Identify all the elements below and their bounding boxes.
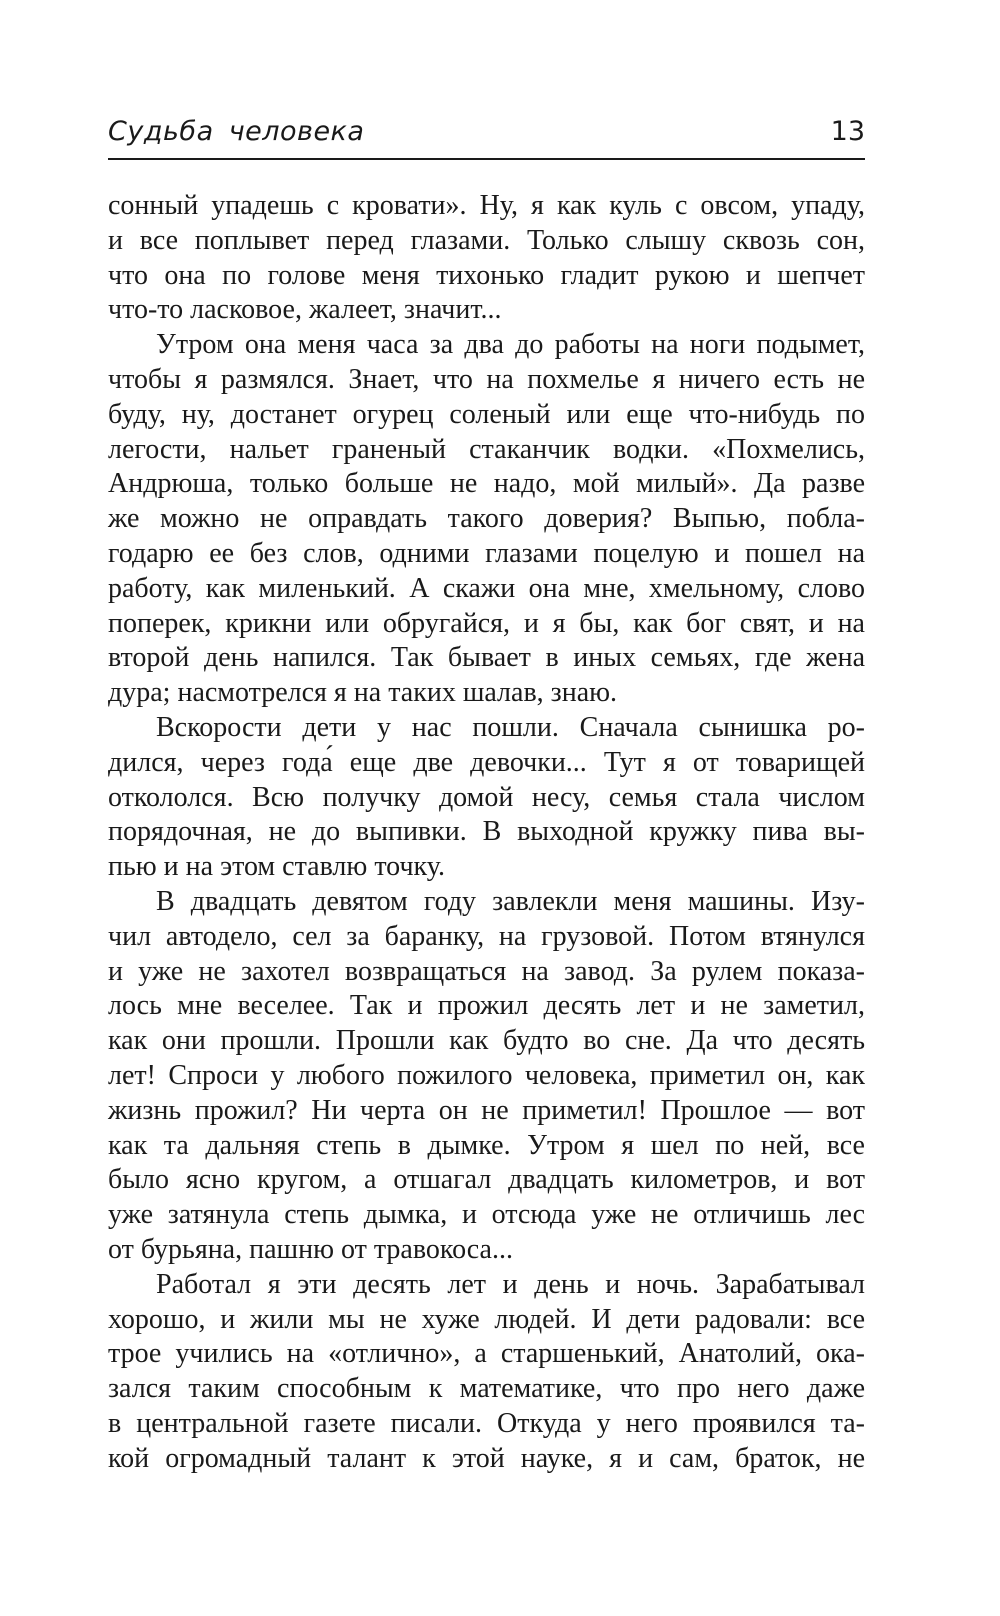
- text-line: зался таким способным к математике, что про него даже: [108, 1373, 865, 1405]
- text-line: лось мне веселее. Так и прожил десять лет и не заметил,: [108, 990, 865, 1022]
- body-text: [108, 189, 865, 1476]
- text-line: Вскорости дети у нас пошли. Сначала сынишка ро-: [156, 711, 865, 743]
- text-line: годарю ее без слов, одними глазами поцелую и пошел на: [108, 537, 865, 569]
- text-line: что-то ласковое, жалеет, значит...: [108, 294, 502, 326]
- text-line: работу, как миленький. А скажи она мне, хмельному, слово: [108, 572, 865, 604]
- text-line: и уже не захотел возвращаться на завод. За рулем показа-: [108, 955, 865, 987]
- text-line: Андрюша, только больше не надо, мой милый». Да разве: [108, 468, 865, 500]
- text-line: откололся. Всю получку домой несу, семья стала числом: [108, 781, 865, 813]
- running-head: [108, 112, 865, 160]
- text-line: что она по голове меня тихонько гладит рукою и шепчет: [108, 259, 865, 291]
- text-line: В двадцать девятом году завлекли меня машины. Изу-: [156, 885, 865, 917]
- text-line: поперек, крикни или обругайся, и я бы, как бог свят, и на: [108, 607, 865, 639]
- text-line: буду, ну, достанет огурец соленый или еще что-нибудь по: [108, 398, 865, 430]
- text-line: было ясно кругом, а отшагал двадцать километров, и вот: [108, 1164, 865, 1196]
- text-line: чил автодело, сел за баранку, на грузовой. Потом втянулся: [108, 920, 865, 952]
- text-line: Утром она меня часа за два до работы на ноги подымет,: [156, 329, 865, 361]
- text-line: в центральной газете писали. Откуда у него проявился та-: [108, 1407, 865, 1439]
- text-line: сонный упадешь с кровати». Ну, я как куль с овсом, упаду,: [108, 190, 865, 221]
- text-line: лет! Спроси у любого пожилого человека, приметил он, как: [108, 1059, 865, 1091]
- text-line: уже затянула степь дымка, и отсюда уже не отличишь лес: [108, 1199, 865, 1231]
- page-number: 13: [830, 116, 865, 147]
- text-line: жизнь прожил? Ни черта он не приметил! Прошлое — вот: [108, 1094, 865, 1126]
- text-line: второй день напился. Так бывает в иных семьях, где жена: [108, 642, 865, 674]
- text-line: и все поплывет перед глазами. Только слышу сквозь сон,: [108, 224, 865, 256]
- text-line: от бурьяна, пашню от травокоса...: [108, 1233, 513, 1265]
- text-line: пью и на этом ставлю точку.: [108, 851, 445, 883]
- text-line: трое учились на «отлично», а старшенький, Анатолий, ока-: [108, 1338, 865, 1370]
- text-line: как та дальняя степь в дымке. Утром я шел по ней, все: [108, 1129, 865, 1161]
- text-line: дура; насмотрелся я на таких шалав, знаю.: [108, 677, 618, 709]
- text-line: хорошо, и жили мы не хуже людей. И дети радовали: все: [108, 1303, 865, 1335]
- text-line: порядочная, не до выпивки. В выходной кружку пива вы-: [108, 816, 865, 848]
- text-line: чтобы я размялся. Знает, что на похмелье я ничего есть не: [108, 363, 865, 395]
- text-line: кой огромадный талант к этой науке, я и сам, браток, не: [108, 1442, 865, 1474]
- text-line: как они прошли. Прошли как будто во сне. Да что десять: [108, 1025, 865, 1057]
- text-line: дился, через года́ еще две девочки... Тут я от товарищей: [108, 746, 865, 778]
- text-line: легости, нальет граненый стаканчик водки. «Похмелись,: [108, 433, 865, 465]
- text-line: же можно не оправдать такого доверия? Выпью, побла-: [108, 503, 865, 535]
- running-title: Судьба человека: [108, 116, 365, 147]
- text-line: Работал я эти десять лет и день и ночь. Зарабатывал: [156, 1268, 865, 1300]
